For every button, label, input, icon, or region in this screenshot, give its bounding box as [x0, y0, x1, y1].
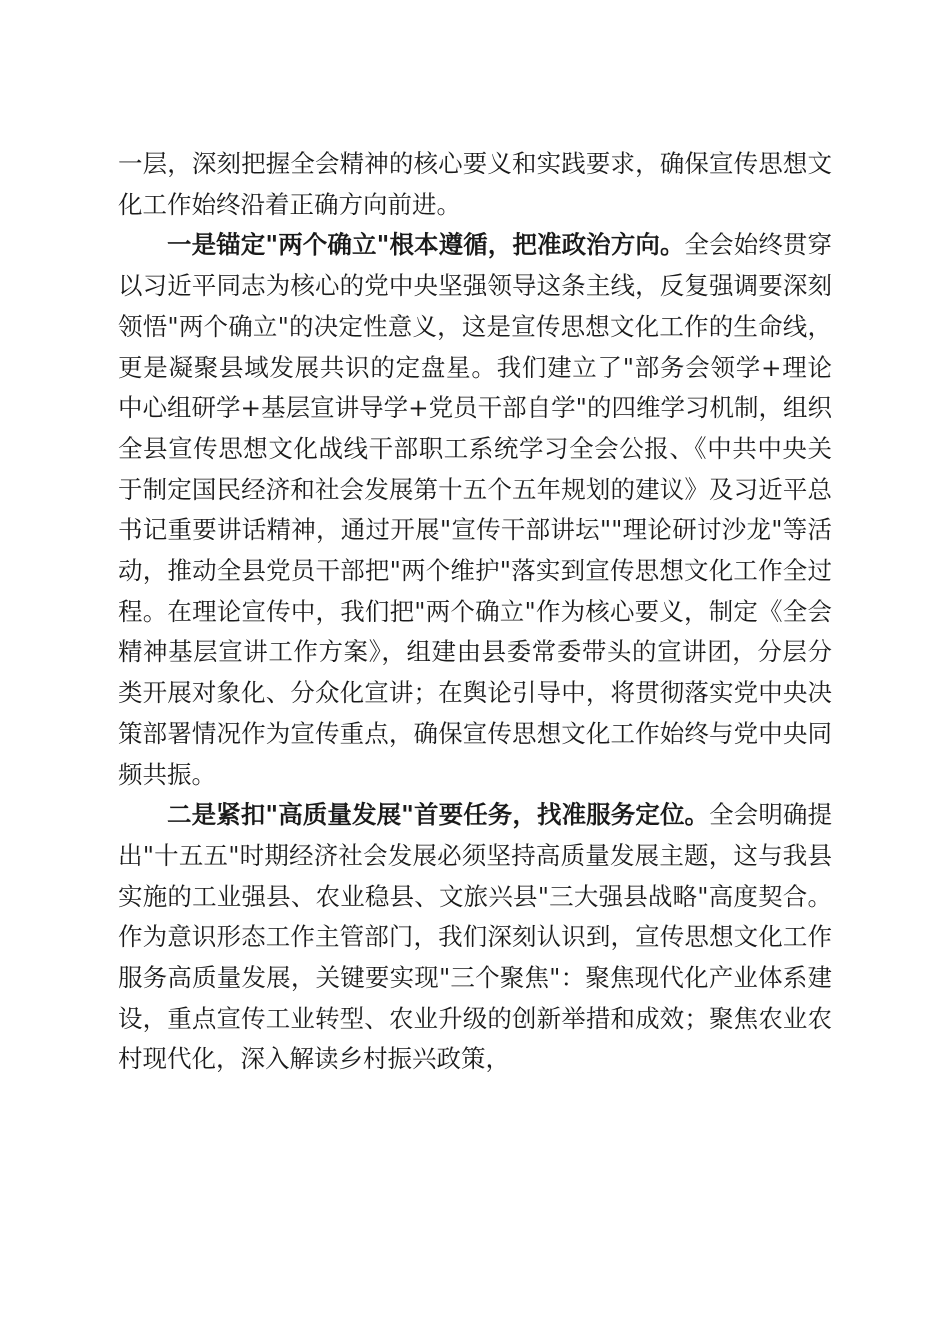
paragraph-text: 一层，深刻把握全会精神的核心要义和实践要求，确保宣传思想文化工作始终沿着正确方向前进。	[118, 149, 832, 219]
paragraph-second-point	[118, 795, 832, 1080]
paragraph-lead-heading: 二是紧扣"高质量发展"首要任务，找准服务定位。	[167, 800, 710, 830]
paragraph-continuation	[118, 144, 832, 225]
paragraph-lead-heading: 一是锚定"两个确立"根本遵循，把准政治方向。	[167, 230, 685, 260]
paragraph-text: 全会明确提出"十五五"时期经济社会发展必须坚持高质量发展主题，这与我县实施的工业强县、农业稳县、文旅兴县"三大强县战略"高度契合。作为意识形态工作主管部门，我们深刻认识到，宣传思想文化工作服务高质量发展，关键要实现"三个聚焦"：聚焦现代化产业体系建设，重点宣传工业转型、农业升级的创新举措和成效；聚焦农业农村现代化，深入解读乡村振兴政策，	[118, 800, 833, 1074]
paragraph-first-point	[118, 225, 832, 795]
paragraph-text: 全会始终贯穿以习近平同志为核心的党中央坚强领导这条主线，反复强调要深刻领悟"两个确立"的决定性意义，这是宣传思想文化工作的生命线，更是凝聚县域发展共识的定盘星。我们建立了"部务会领学+理论中心组研学+基层宣讲导学+党员干部自学"的四维学习机制，组织全县宣传思想文化战线干部职工系统学习全会公报、《中共中央关于制定国民经济和社会发展第十五个五年规划的建议》及习近平总书记重要讲话精神，通过开展"宣传干部讲坛""理论研讨沙龙"等活动，推动全县党员干部把"两个维护"落实到宣传思想文化工作全过程。在理论宣传中，我们把"两个确立"作为核心要义，制定《全会精神基层宣讲工作方案》，组建由县委常委带头的宣讲团，分层分类开展对象化、分众化宣讲；在舆论引导中，将贯彻落实党中央决策部署情况作为宣传重点，确保宣传思想文化工作始终与党中央同频共振。	[118, 230, 833, 789]
document-body	[118, 144, 832, 1080]
